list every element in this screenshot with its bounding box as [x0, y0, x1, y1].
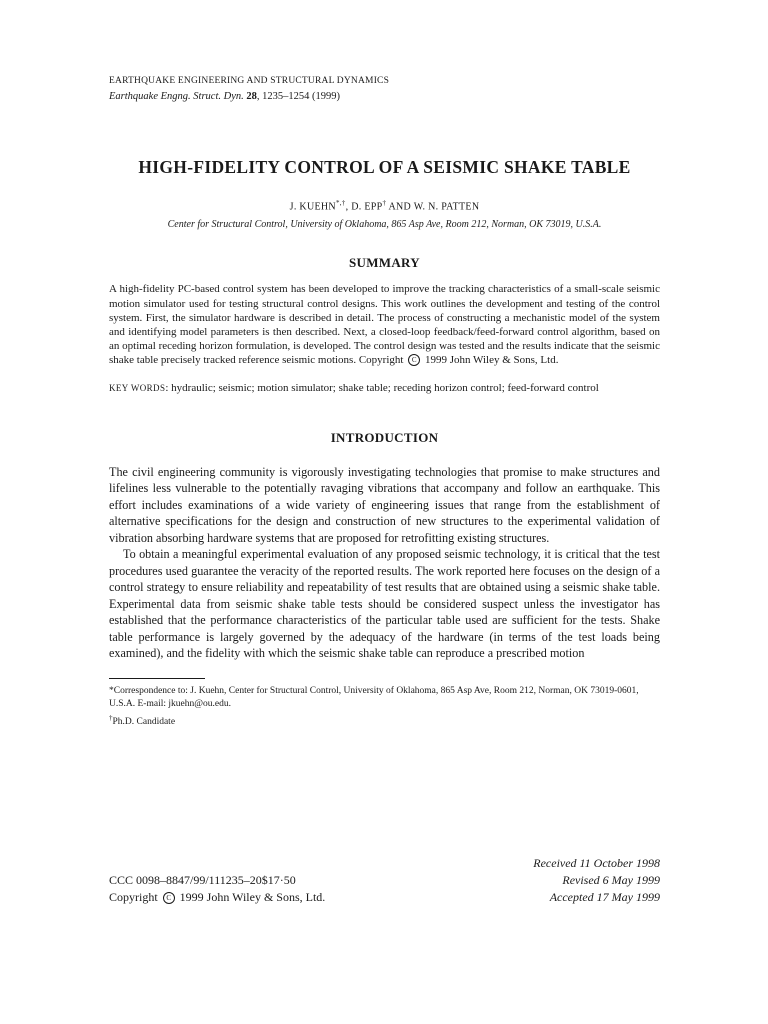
- bottom-copyright: [109, 889, 325, 906]
- author-epp: , D. EPP: [345, 201, 383, 213]
- author-kuehn-marks: *,†: [335, 199, 346, 207]
- summary-text: [109, 282, 660, 367]
- summary-heading: SUMMARY: [349, 255, 420, 271]
- received-date: Received 11 October 1998: [533, 856, 660, 870]
- citation-volume: 28: [246, 91, 257, 102]
- introduction-heading: INTRODUCTION: [330, 429, 439, 445]
- footnote-phd-text: Ph.D. Candidate: [112, 716, 176, 727]
- author-list: [109, 196, 660, 214]
- citation-journal: Earthquake Engng. Struct. Dyn.: [109, 91, 244, 102]
- introduction-paragraph-1: The civil engineering community is vigorously investigating technologies that promise to make structures and lifelines less vulnerable to the potentially ravaging vibrations that accompany and follow an earthquake. This effort includes examinations of a wide variety of engineering issues that range from the establishment of alternative specifications for the design and construction of new structures to the experimental validation of vibration absorbing hardware systems that are proposed for retrofitting existing structures.: [109, 464, 660, 545]
- author-kuehn: J. KUEHN: [289, 201, 336, 213]
- bottom-copyright-symbol: C: [163, 892, 175, 904]
- copyright-symbol: C: [408, 354, 420, 366]
- article-first-page: [109, 74, 660, 729]
- author-affiliation: Center for Structural Control, University of Oklahoma, 865 Asp Ave, Room 212, Norman, OK 73019, U.S.A.: [167, 219, 602, 231]
- revised-date: Revised 6 May 1999: [562, 873, 660, 887]
- footnote-divider: [109, 678, 205, 679]
- accepted-date: Accepted 17 May 1999: [549, 890, 660, 904]
- bottom-copyright-label: Copyright: [109, 890, 158, 904]
- keywords-label: KEY WORDS: [109, 382, 166, 393]
- summary-body: A high-fidelity PC-based control system has been developed to improve the tracking characteristics of a small-scale seismic motion simulator used for testing structural control designs. This work outlines the development and testing of the control system. First, the simulator hardware is described in detail. The process of constructing a mechanistic model of the system and identifying model parameters is then described. Next, a closed-loop feedback/feed-forward control algorithm, based on an optimal receding horizon formulation, is developed. The control design was tested and the results indicate that the seismic shake table precisely tracked reference seismic motions. Copyright: [109, 283, 660, 367]
- article-title: HIGH-FIDELITY CONTROL OF A SEISMIC SHAKE TABLE: [138, 157, 631, 177]
- journal-name: EARTHQUAKE ENGINEERING AND STRUCTURAL DYNAMICS: [109, 76, 390, 86]
- footnote-correspondence-text: Correspondence to: J. Kuehn, Center for Structural Control, University of Oklahoma, 865 Asp Ave, Room 212, Norman, OK 73019-0601, U.S.A. E-mail: jkuehn@ou.edu.: [109, 685, 639, 710]
- footnote-phd: [109, 712, 660, 730]
- footnote-mark-dagger: †: [109, 713, 113, 722]
- ccc-code: CCC 0098–8847/99/111235–20$17·50: [109, 873, 296, 887]
- footnote-correspondence: [109, 685, 660, 712]
- keywords: [109, 381, 660, 395]
- received-dates: [533, 855, 660, 906]
- keywords-list: : hydraulic; seismic; motion simulator; shake table; receding horizon control; feed-forward control: [165, 381, 599, 394]
- bottom-copyright-rest: 1999 John Wiley & Sons, Ltd.: [179, 890, 326, 904]
- author-patten: AND W. N. PATTEN: [386, 201, 480, 213]
- ccc-copyright-block: [109, 872, 325, 906]
- journal-citation: [109, 90, 660, 104]
- footnote-mark-star: *: [109, 685, 114, 696]
- summary-copyright: 1999 John Wiley & Sons, Ltd.: [424, 354, 559, 367]
- introduction-paragraph-2: To obtain a meaningful experimental evaluation of any proposed seismic technology, it is critical that the test procedures used guarantee the veracity of the reported results. The work reported here focuses on the design of a control strategy to ensure reliability and repeatability of test results that are obtained using a seismic shake table. Experimental data from seismic shake table tests should be considered suspect unless the investigator has established that the performance characteristics of the particular table used are sufficient for the tests. Shake table performance is largely governed by the adequacy of the hardware (in terms of the test loads being examined), and the fidelity with which the seismic shake table can reproduce a prescribed motion: [109, 547, 660, 661]
- author-epp-marks: †: [382, 199, 387, 207]
- citation-pages: , 1235–1254 (1999): [256, 91, 340, 102]
